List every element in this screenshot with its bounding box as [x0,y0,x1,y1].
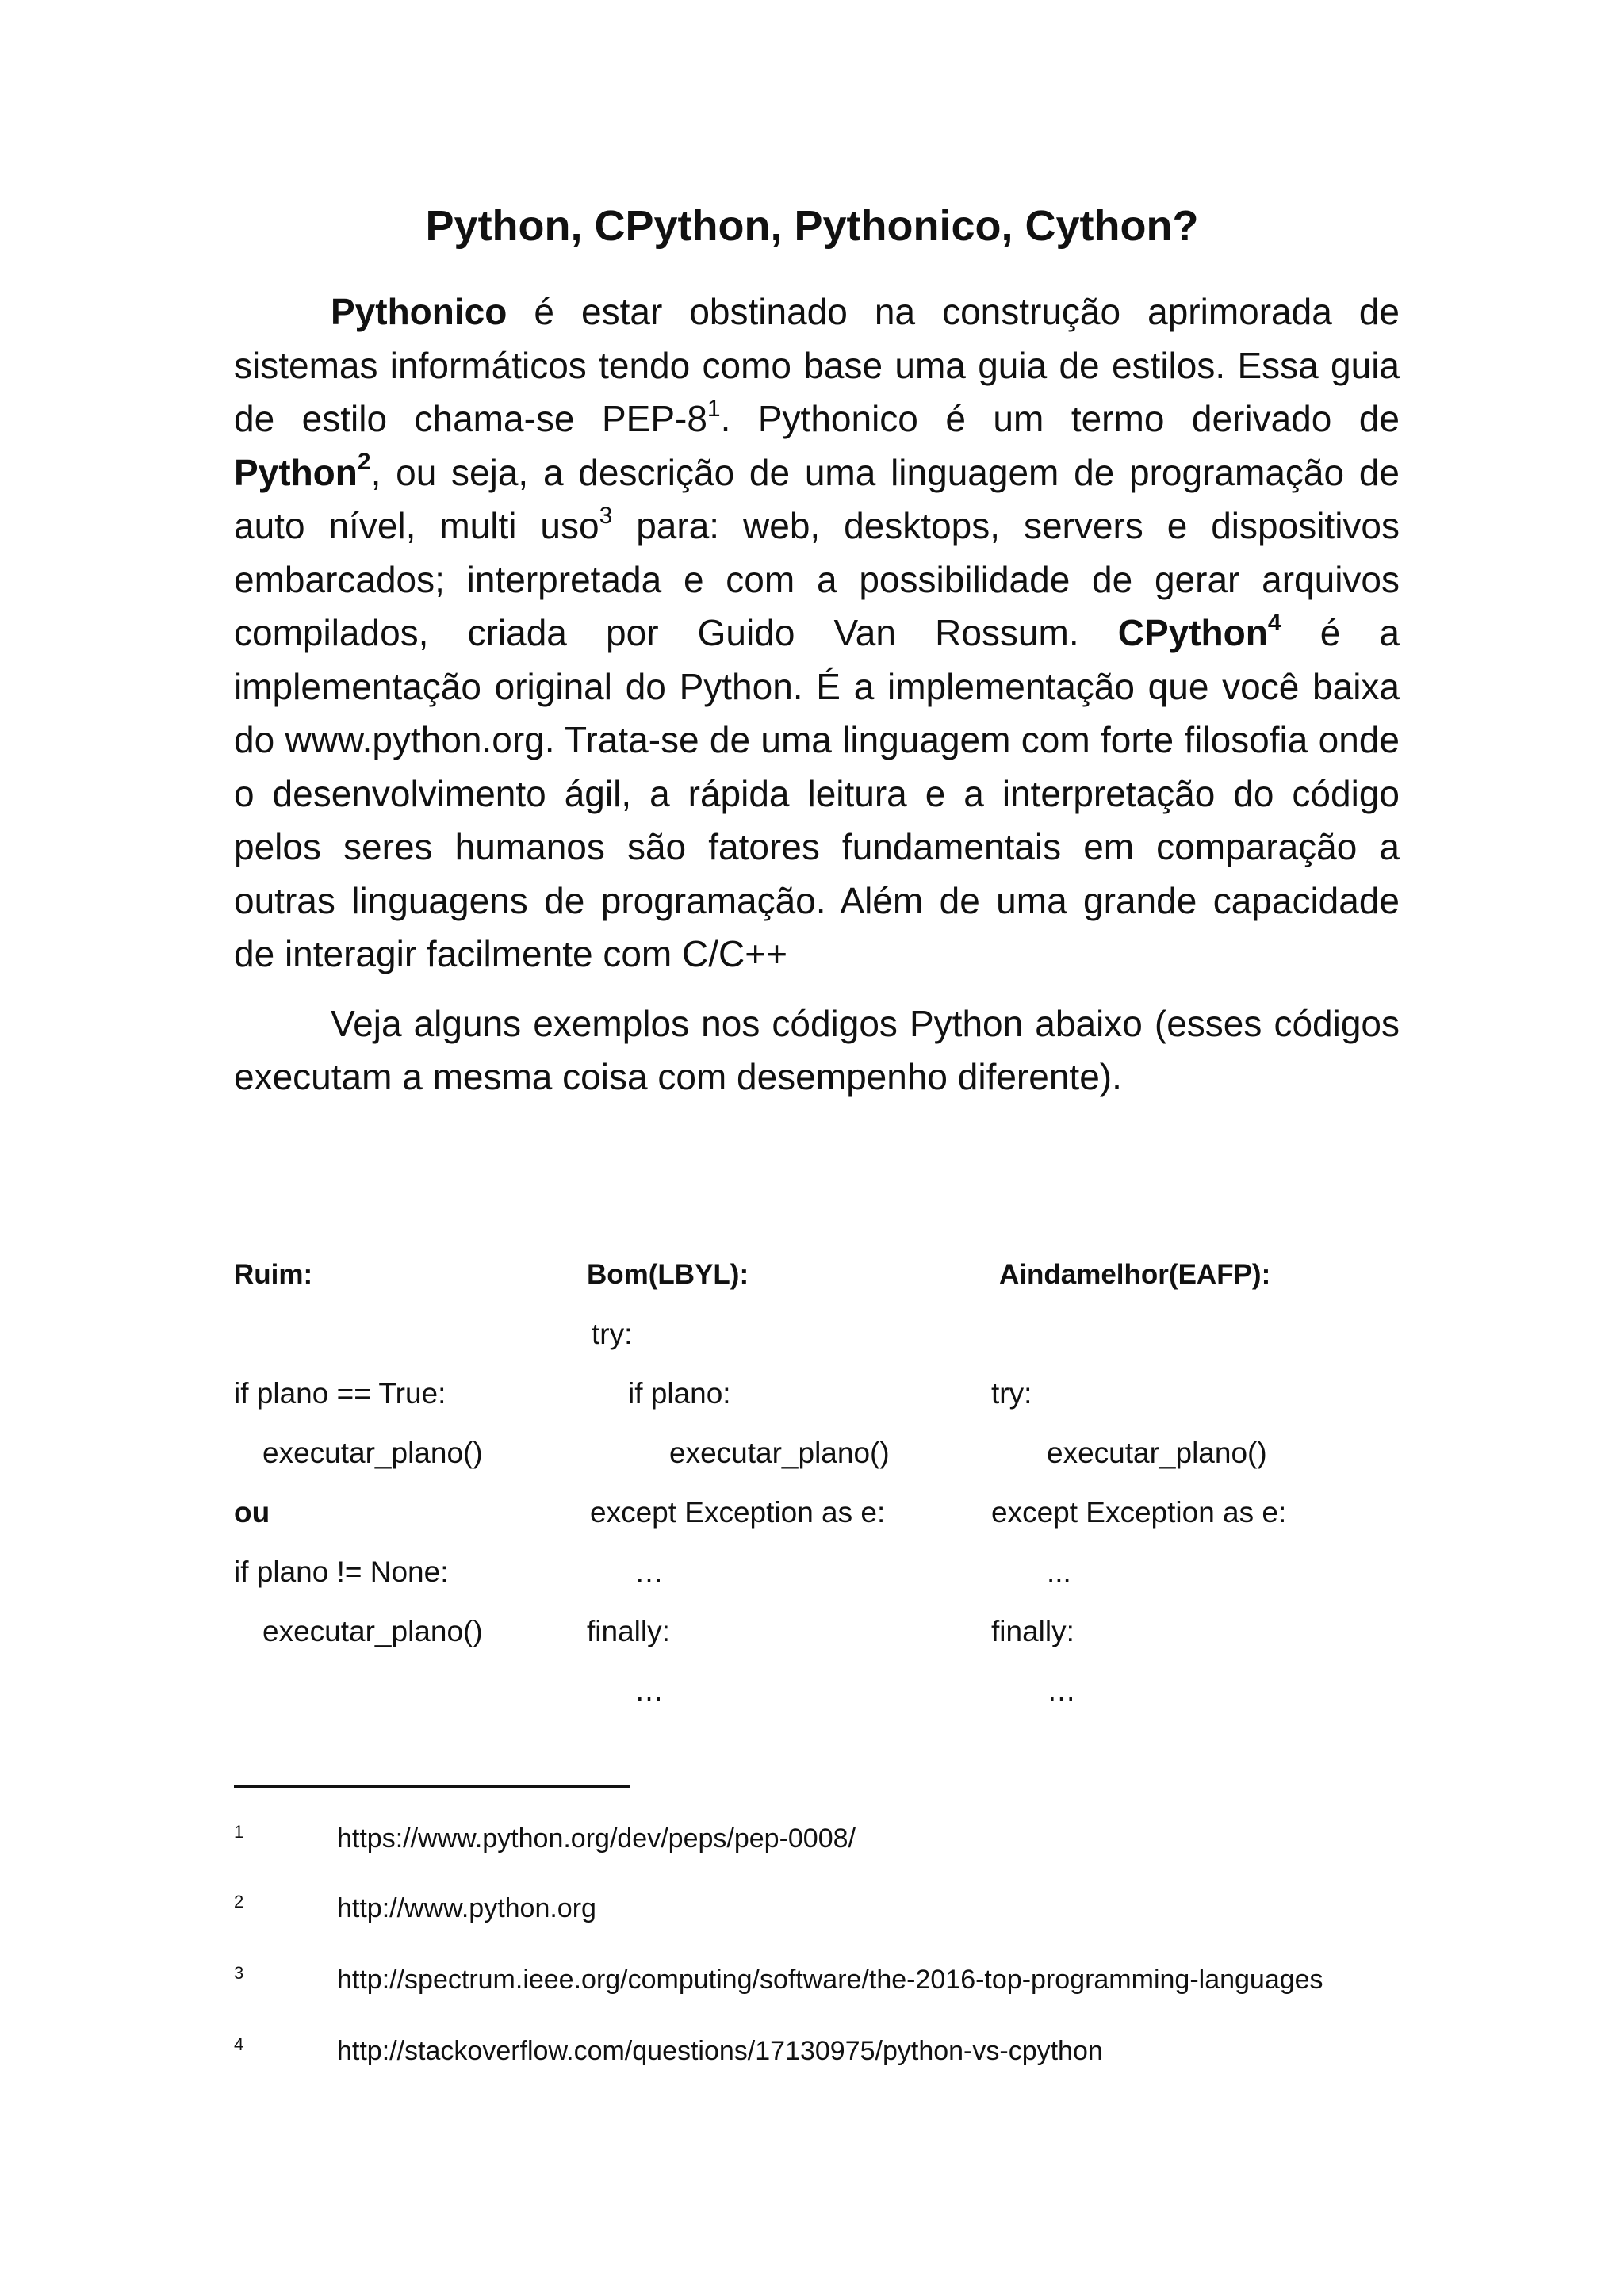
footnote-number: 3 [234,1963,244,1983]
footnote-3 [234,1965,1423,2012]
footnote-ref-2[interactable]: 2 [357,449,371,476]
term-pythonico: Pythonico [331,291,508,332]
body-text [234,285,1400,1104]
paragraph-intro [234,285,1400,982]
code-line: executar_plano() [262,1437,483,1469]
footnote-link[interactable]: http://spectrum.ieee.org/computing/software/the-2016-top-programming-languages [337,1965,1323,1995]
code-line: except Exception as e: [590,1496,886,1529]
footnote-number: 2 [234,1892,244,1911]
page-title: Python, CPython, Pythonico, Cython? [425,202,1199,250]
text-segment: . Pythonico é um termo derivado de [720,398,1400,439]
code-header-bom: Bom(LBYL): [587,1259,749,1290]
footnote-number: 4 [234,2034,244,2054]
code-line: … [1047,1674,1076,1707]
text-segment: , ou seja, a descrição de uma linguagem de programação de auto nível, multi uso [234,451,1400,546]
code-column-ainda-melhor [991,1245,1404,1720]
code-line: executar_plano() [1047,1437,1267,1469]
code-line: if plano == True: [234,1377,446,1410]
code-line: … [634,1556,664,1588]
footnote-separator [234,1785,630,1788]
code-line: try: [592,1318,633,1350]
code-line: if plano: [628,1377,731,1410]
footnote-link[interactable]: http://www.python.org [337,1893,596,1923]
footnote-link[interactable]: https://www.python.org/dev/peps/pep-0008/ [337,1823,856,1854]
code-column-ruim [234,1245,567,1661]
footnote-link[interactable]: http://stackoverflow.com/questions/17130975/python-vs-cpython [337,2036,1103,2066]
footnote-4 [234,2036,1423,2084]
code-line-ou: ou [234,1496,270,1529]
code-column-bom [587,1245,983,1720]
code-header-ainda-melhor: Aindamelhor(EAFP): [999,1259,1271,1290]
code-line: … [634,1674,664,1707]
code-line: try: [991,1377,1032,1410]
footnote-ref-1[interactable]: 1 [707,395,721,422]
footnote-2 [234,1893,1423,1941]
term-python: Python [234,451,358,493]
footnote-ref-4[interactable]: 4 [1267,609,1281,636]
footnote-number: 1 [234,1822,244,1842]
code-line-empty [234,1304,567,1364]
footnote-1 [234,1823,1423,1871]
code-line-empty [991,1304,1404,1364]
code-header-ruim: Ruim: [234,1259,313,1290]
code-line: executar_plano() [262,1615,483,1647]
code-line: if plano != None: [234,1556,449,1588]
paragraph-examples: Veja alguns exemplos nos códigos Python abaixo (esses códigos executam a mesma coisa com desempenho diferente). [234,1002,1400,1097]
footnote-ref-3[interactable]: 3 [599,502,613,529]
code-line: executar_plano() [669,1437,890,1469]
text-segment: é a implementação original do Python. É a implementação que você baixa do www.python.org. Trata-se de uma linguagem com forte filosofia onde o desenvolvimento ágil, a rápida leitura e a interpretação do código pelos seres humanos são fatores fundamentais em comparação a outras linguagens de programação. Além de uma grande capacidade de interagir facilmente com C/C++ [234,612,1400,974]
text-segment: para: web, desktops, servers e dispositivos embarcados; interpretada e com a possibilidade de gerar arquivos compilados, criada por Guido Van Rossum. [234,505,1400,653]
code-line: except Exception as e: [991,1496,1287,1529]
term-cpython: CPython [1117,612,1268,653]
code-line: finally: [587,1615,670,1647]
text-segment: é estar obstinado na construção aprimorada de sistemas informáticos tendo como base uma guia de estilos. Essa guia de estilo chama-se PEP-8 [234,291,1400,439]
code-line: finally: [991,1615,1074,1647]
code-line: ... [1047,1556,1071,1588]
